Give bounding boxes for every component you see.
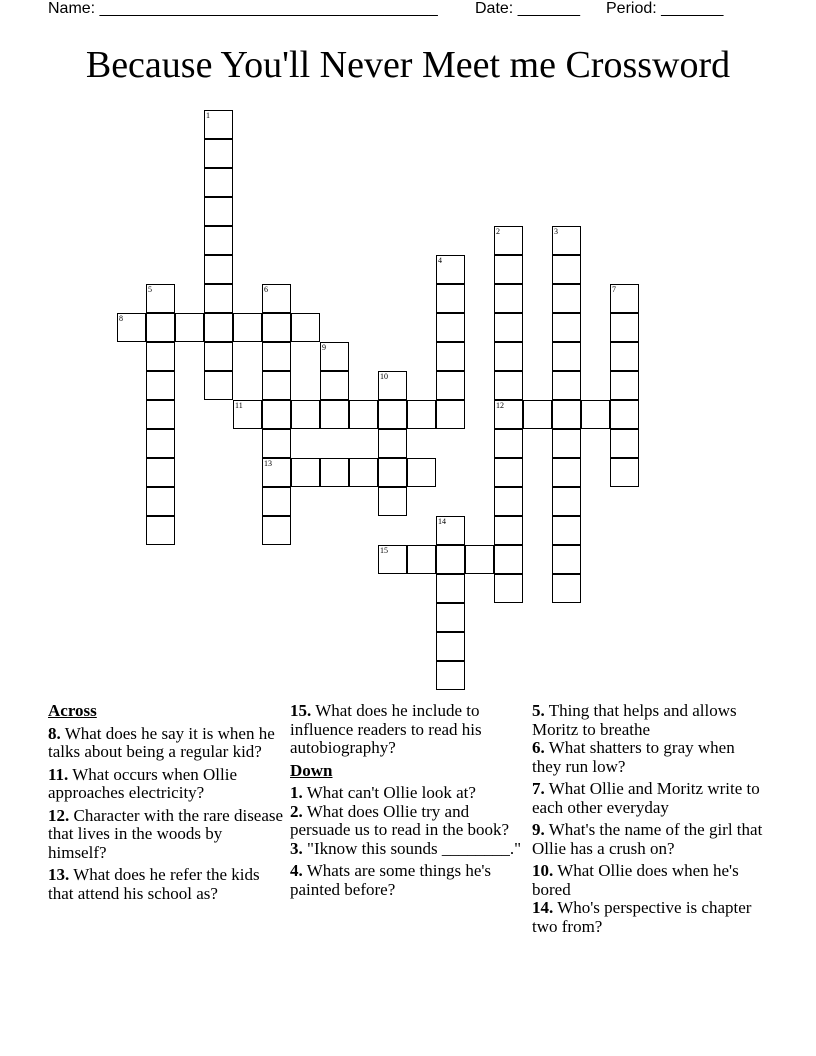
grid-cell[interactable] — [378, 545, 407, 574]
grid-cell[interactable] — [552, 516, 581, 545]
grid-cell[interactable] — [610, 371, 639, 400]
grid-cell[interactable] — [610, 342, 639, 371]
clue-number-label: 10 — [380, 372, 388, 381]
clue-number-label: 9 — [322, 343, 326, 352]
grid-cell[interactable] — [349, 400, 378, 429]
grid-cell[interactable] — [436, 632, 465, 661]
date-field-label: Date: _______ — [475, 0, 580, 17]
clue-column-3 — [532, 702, 768, 940]
grid-cell[interactable] — [610, 429, 639, 458]
grid-cell[interactable] — [436, 516, 465, 545]
grid-cell[interactable] — [262, 313, 291, 342]
grid-cell[interactable] — [204, 168, 233, 197]
grid-cell[interactable] — [436, 545, 465, 574]
grid-cell[interactable] — [552, 487, 581, 516]
clue-number-label: 6 — [264, 285, 268, 294]
clue-column-1 — [48, 702, 284, 907]
grid-cell[interactable] — [204, 371, 233, 400]
grid-cell[interactable] — [146, 458, 175, 487]
grid-cell[interactable] — [204, 110, 233, 139]
grid-cell[interactable] — [436, 284, 465, 313]
grid-cell[interactable] — [146, 429, 175, 458]
clue-across-11: 11. What occurs when Ollie approaches electricity? — [48, 764, 238, 802]
clue-down-3: 3. "Iknow this sounds ________." — [290, 838, 522, 858]
grid-cell[interactable] — [494, 516, 523, 545]
grid-cell[interactable] — [552, 226, 581, 255]
grid-cell[interactable] — [494, 342, 523, 371]
grid-cell[interactable] — [204, 284, 233, 313]
clue-across-15: 15. What does he include to influence readers to read his autobiography? — [290, 701, 482, 757]
name-field-label: Name: ______________________________________ — [48, 0, 438, 17]
grid-cell[interactable] — [262, 400, 291, 429]
grid-cell[interactable] — [436, 400, 465, 429]
grid-cell[interactable] — [436, 603, 465, 632]
grid-cell[interactable] — [262, 487, 291, 516]
clue-down-4: 4. Whats are some things he's painted before? — [290, 861, 492, 899]
grid-cell[interactable] — [610, 284, 639, 313]
clue-across-8: 8. What does he say it is when he talks about being a regular kid? — [48, 723, 275, 761]
grid-cell[interactable] — [552, 284, 581, 313]
grid-cell[interactable] — [552, 458, 581, 487]
grid-cell[interactable] — [494, 429, 523, 458]
grid-cell[interactable] — [523, 400, 552, 429]
clue-number-label: 1 — [206, 111, 210, 120]
grid-cell[interactable] — [204, 197, 233, 226]
clue-number-label: 15 — [380, 546, 388, 555]
clue-number-label: 12 — [496, 401, 504, 410]
grid-cell[interactable] — [320, 458, 349, 487]
grid-cell[interactable] — [320, 371, 349, 400]
grid-cell[interactable] — [349, 458, 378, 487]
grid-cell[interactable] — [436, 371, 465, 400]
grid-cell[interactable] — [378, 371, 407, 400]
clue-number-label: 7 — [612, 285, 616, 294]
grid-cell[interactable] — [117, 313, 146, 342]
clue-down-2: 2. What does Ollie try and persuade us to read in the book? — [290, 801, 510, 839]
grid-cell[interactable] — [407, 400, 436, 429]
clue-across-12: 12. Character with the rare disease that lives in the woods by himself? — [48, 805, 284, 862]
grid-cell[interactable] — [146, 342, 175, 371]
grid-cell[interactable] — [610, 313, 639, 342]
grid-cell[interactable] — [233, 313, 262, 342]
grid-cell[interactable] — [146, 400, 175, 429]
grid-cell[interactable] — [494, 284, 523, 313]
clue-down-14: 14. Who's perspective is chapter two from? — [532, 898, 752, 936]
clue-number-label: 11 — [235, 401, 243, 410]
grid-cell[interactable] — [552, 342, 581, 371]
grid-cell[interactable] — [552, 400, 581, 429]
grid-cell[interactable] — [146, 516, 175, 545]
grid-cell[interactable] — [204, 226, 233, 255]
grid-cell[interactable] — [436, 574, 465, 603]
grid-cell[interactable] — [407, 458, 436, 487]
grid-cell[interactable] — [407, 545, 436, 574]
grid-cell[interactable] — [262, 429, 291, 458]
grid-cell[interactable] — [378, 429, 407, 458]
grid-cell[interactable] — [146, 487, 175, 516]
grid-cell[interactable] — [552, 371, 581, 400]
clue-down-1: 1. What can't Ollie look at? — [290, 783, 476, 802]
grid-cell[interactable] — [494, 313, 523, 342]
clue-number-label: 4 — [438, 256, 442, 265]
clue-down-9: 9. What's the name of the girl that Ollie has a crush on? — [532, 820, 763, 858]
grid-cell[interactable] — [262, 516, 291, 545]
grid-cell[interactable] — [204, 342, 233, 371]
clue-down-6: 6. What shatters to gray when they run low? — [532, 738, 735, 776]
grid-cell[interactable] — [610, 400, 639, 429]
clue-column-2 — [290, 702, 526, 903]
grid-cell[interactable] — [146, 313, 175, 342]
clue-down-10: 10. What Ollie does when he's bored — [532, 861, 739, 899]
page-title: Because You'll Never Meet me Crossword — [85, 44, 731, 86]
clue-number-label: 5 — [148, 285, 152, 294]
down-heading: Down — [290, 760, 333, 780]
grid-cell[interactable] — [262, 342, 291, 371]
grid-cell[interactable] — [146, 371, 175, 400]
grid-cell[interactable] — [204, 313, 233, 342]
grid-cell[interactable] — [436, 255, 465, 284]
grid-cell[interactable] — [262, 371, 291, 400]
clue-down-7: 7. What Ollie and Moritz write to each other everyday — [532, 779, 760, 817]
grid-cell[interactable] — [175, 313, 204, 342]
grid-cell[interactable] — [291, 313, 320, 342]
clue-across-13: 13. What does he refer the kids that attend his school as? — [48, 865, 260, 903]
grid-cell[interactable] — [291, 458, 320, 487]
grid-cell[interactable] — [494, 458, 523, 487]
grid-cell[interactable] — [552, 255, 581, 284]
period-field-label: Period: _______ — [606, 0, 724, 17]
grid-cell[interactable] — [378, 487, 407, 516]
grid-cell[interactable] — [552, 429, 581, 458]
grid-cell[interactable] — [436, 342, 465, 371]
grid-cell[interactable] — [465, 545, 494, 574]
grid-cell[interactable] — [581, 400, 610, 429]
clue-number-label: 8 — [119, 314, 123, 323]
grid-cell[interactable] — [494, 545, 523, 574]
clue-number-label: 2 — [496, 227, 500, 236]
grid-cell[interactable] — [262, 458, 291, 487]
clue-number-label: 14 — [438, 517, 446, 526]
grid-cell[interactable] — [494, 400, 523, 429]
grid-cell[interactable] — [204, 255, 233, 284]
grid-cell[interactable] — [494, 255, 523, 284]
grid-cell[interactable] — [146, 284, 175, 313]
grid-cell[interactable] — [494, 574, 523, 603]
clue-number-label: 13 — [264, 459, 272, 468]
grid-cell[interactable] — [494, 371, 523, 400]
grid-cell[interactable] — [552, 313, 581, 342]
grid-cell[interactable] — [378, 400, 407, 429]
grid-cell[interactable] — [552, 545, 581, 574]
across-heading: Across — [48, 701, 97, 720]
grid-cell[interactable] — [378, 458, 407, 487]
grid-cell[interactable] — [320, 400, 349, 429]
clue-down-5: 5. Thing that helps and allows Moritz to breathe — [532, 701, 737, 739]
grid-cell[interactable] — [233, 400, 262, 429]
grid-cell[interactable] — [320, 342, 349, 371]
grid-cell[interactable] — [262, 284, 291, 313]
grid-cell[interactable] — [436, 661, 465, 690]
grid-cell[interactable] — [494, 487, 523, 516]
grid-cell[interactable] — [494, 226, 523, 255]
grid-cell[interactable] — [552, 574, 581, 603]
grid-cell[interactable] — [204, 139, 233, 168]
grid-cell[interactable] — [436, 313, 465, 342]
grid-cell[interactable] — [291, 400, 320, 429]
clue-number-label: 3 — [554, 227, 558, 236]
grid-cell[interactable] — [610, 458, 639, 487]
